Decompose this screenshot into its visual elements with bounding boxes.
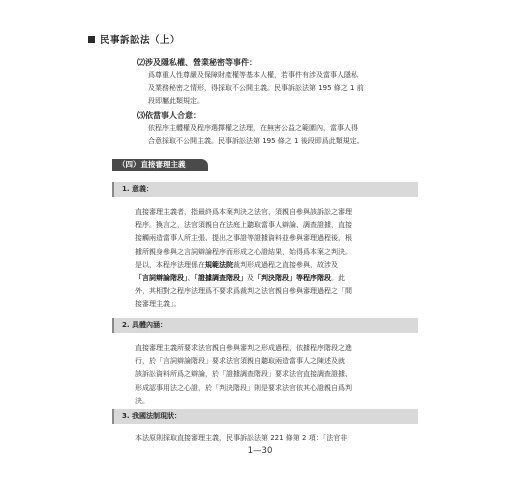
text-run: 決。 [135, 396, 149, 405]
text-run: 接審理主義」。 [135, 300, 181, 309]
text-run: 。此 [331, 274, 345, 283]
running-head [88, 32, 180, 46]
emphasis-text: 「判決階段」等程序階段 [254, 274, 331, 283]
subsection-paragraph-status [135, 432, 404, 445]
text-line [135, 397, 149, 405]
text-line: 依程序主體權及程序選擇權之法理，在無害公益之範圍內，當事人得 [148, 124, 358, 132]
subsection-bar-status: 3. 我國法制現狀： [112, 409, 418, 424]
text-run: 直接審理主義所要求法官親自參與審判之形成過程，依據程序階段之進 [135, 344, 352, 352]
text-line [135, 370, 352, 378]
item-paragraph-privacy [148, 69, 396, 109]
running-head-text: 民事訴訟法（上） [100, 35, 181, 46]
subsection-paragraph-content [135, 342, 404, 408]
text-run: 行，於「言詞辯論階段」要求法官須親自聽取兩造當事人之陳述及就 [135, 357, 345, 366]
subsection-bar-content: 2. 具體內涵： [112, 318, 418, 333]
text-run: 該訴訟資料所爲之辯論，於「證據調查階段」要求法官直接調查證據、 [135, 370, 352, 379]
section-title-tag: （四）直接審理主義 [112, 159, 208, 171]
item-heading-agreement: ⑶依當事人合意： [137, 111, 201, 120]
text-line [135, 287, 352, 295]
text-line: 段即屬此類規定。 [148, 97, 204, 106]
text-line [135, 234, 352, 242]
text-line: 及業務秘密之情形，得採取不公開主義。民事訴訟法第 195 條之 1 前 [148, 84, 364, 93]
text-run: 及 [247, 274, 254, 283]
text-run: 形成認事用法之心證，於「判決階段」則是要求法官依其心證親自爲判 [135, 383, 352, 392]
square-bullet-icon [88, 36, 95, 43]
text-line [135, 384, 352, 392]
text-line [135, 357, 345, 365]
text-line [135, 300, 181, 308]
text-run: 外，其相對之程序法理爲不要求爲裁判之法官親自參與審理過程之「間 [135, 287, 352, 296]
emphasis-text: 規範法院 [205, 260, 233, 269]
text-run: 是以，本程序法理係在 [135, 260, 205, 269]
subsection-paragraph-meaning [135, 206, 404, 312]
text-run: 裁判形成過程之直接參與，故涉及 [233, 260, 338, 269]
text-run: 、 [187, 274, 195, 283]
text-run: 本法原則採取直接審理主義，民事訴訟法第 221 條第 2 項：「法官非 [135, 434, 348, 442]
text-run: 直接審理主義者，指最終爲本案判決之法官，須親自參與該訴訟之審理 [135, 208, 352, 216]
text-run: 接觸兩造當事人所主張、提出之事證等證據資料並參與審理過程後，根 [135, 234, 352, 243]
text-line [135, 221, 352, 229]
text-line [135, 208, 352, 216]
text-line [135, 248, 352, 256]
text-line [135, 344, 352, 352]
emphasis-text: 「證據調查階段」 [194, 274, 247, 283]
text-run: 據所親身參與之言詞辯論程序而形成之心證結果，始得爲本案之判決。 [135, 247, 352, 256]
emphasis-text: 「言詞辯論階段」 [135, 274, 188, 283]
item-heading-privacy: ⑵涉及隱私權、營業秘密等事件： [137, 58, 257, 67]
text-line: 爲尊重人性尊嚴及保障財產權等基本人權，若事件有涉及當事人隱私 [148, 71, 358, 79]
page-number: 1—30 [247, 446, 273, 456]
text-line [135, 434, 347, 442]
text-run: 程序。換言之，法官須親自在法庭上聽取當事人辯論、調查證據，直接 [135, 221, 352, 230]
item-paragraph-agreement [148, 122, 396, 148]
text-line [135, 261, 338, 269]
subsection-bar-meaning: 1. 意義： [112, 182, 418, 197]
text-line [135, 274, 345, 282]
text-line: 合意採取不公開主義。民事訴訟法第 195 條之 1 後段即爲此類規定。 [148, 137, 364, 146]
